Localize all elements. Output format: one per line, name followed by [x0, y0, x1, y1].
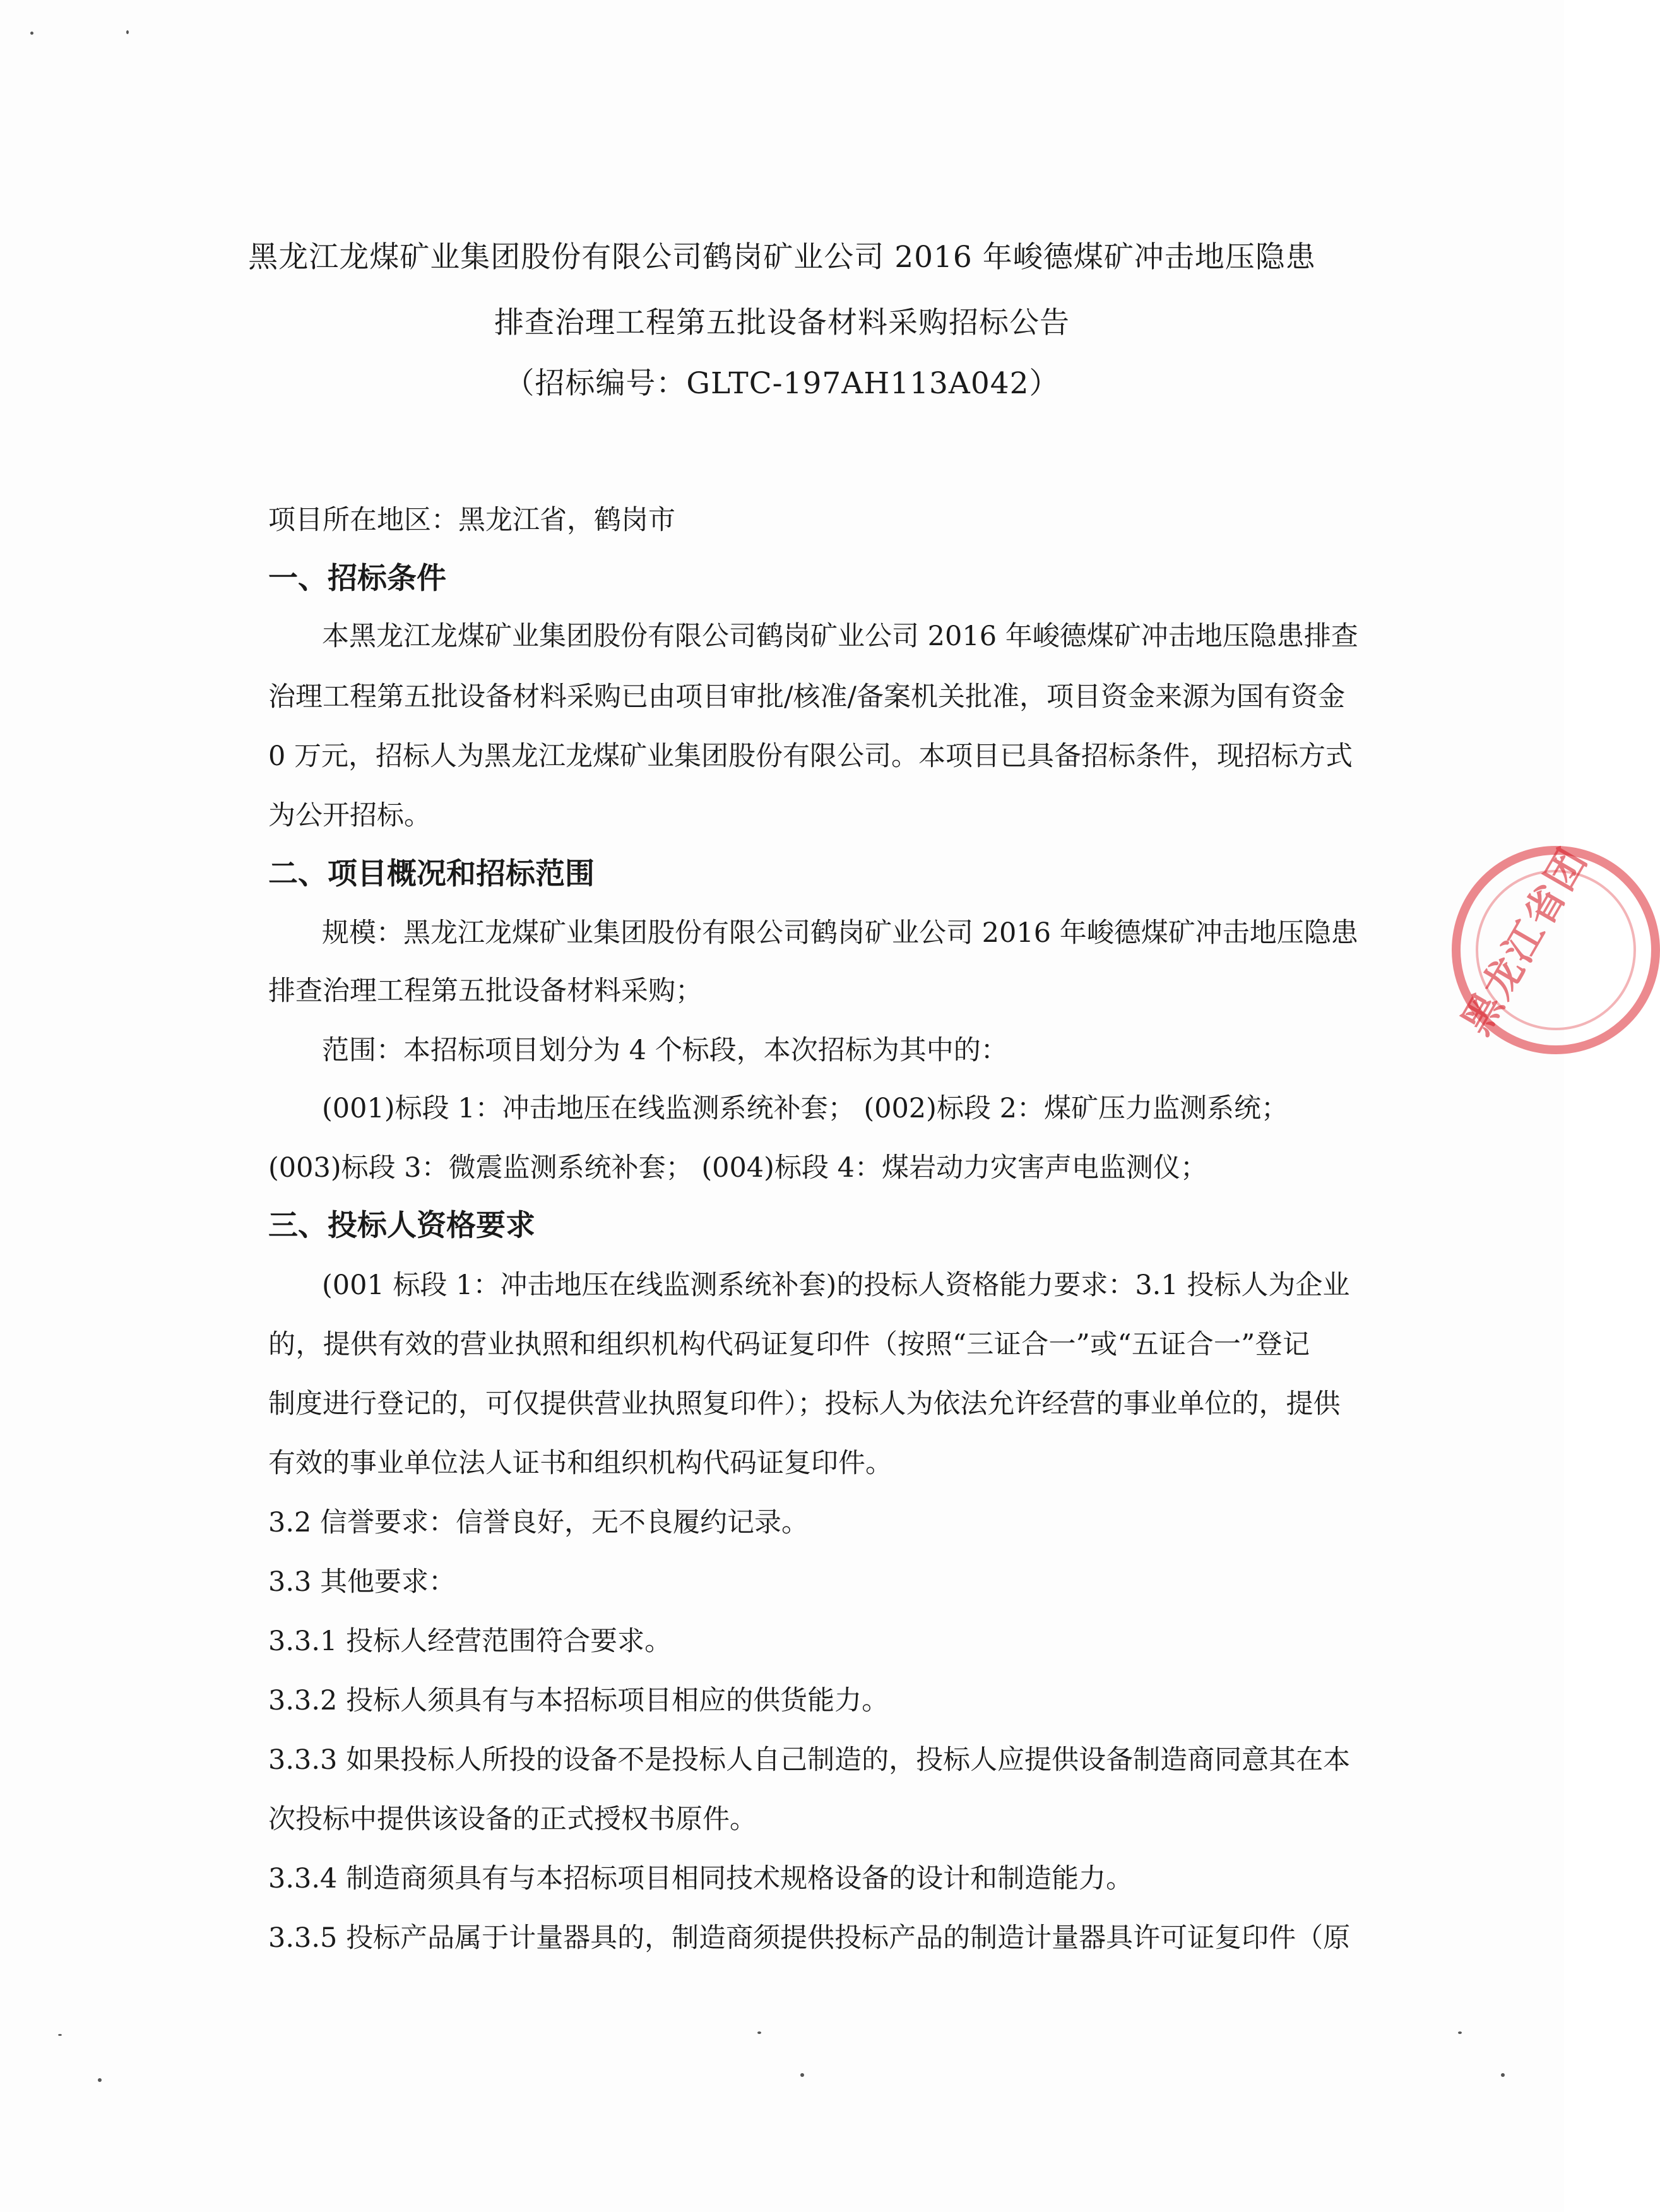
scan-speck [98, 2078, 102, 2082]
scan-speck [58, 2034, 62, 2036]
scan-speck [1501, 2073, 1505, 2077]
paragraph-line: 有效的事业单位法人证书和组织机构代码证复印件。 [268, 1448, 892, 1479]
scale-line-2: 排查治理工程第五批设备材料采购； [268, 975, 703, 1007]
paragraph-line: 为公开招标。 [268, 800, 431, 831]
paragraph-line: 治理工程第五批设备材料采购已由项目审批/核准/备案机关批准，项目资金来源为国有资金 [268, 681, 1345, 713]
lots-line-1: (001)标段 1：冲击地压在线监测系统补套； (002)标段 2：煤矿压力监测系统； [322, 1093, 1288, 1124]
lots-line-2: (003)标段 3：微震监测系统补套； (004)标段 4：煤岩动力灾害声电监测仪； [268, 1152, 1207, 1184]
scan-speck [1458, 2031, 1462, 2034]
scan-speck [126, 30, 129, 34]
requirement-3-3: 3.3 其他要求： [268, 1566, 456, 1598]
scan-speck [800, 2073, 804, 2077]
paragraph-line: 的，提供有效的营业执照和组织机构代码证复印件（按照“三证合一”或“五证合一”登记 [268, 1329, 1310, 1360]
section-heading-1: 一、招标条件 [268, 561, 446, 596]
scope-line: 范围：本招标项目划分为 4 个标段，本次招标为其中的： [322, 1035, 1008, 1066]
requirement-3-2: 3.2 信誉要求：信誉良好，无不良履约记录。 [268, 1507, 809, 1538]
section-heading-3: 三、投标人资格要求 [268, 1208, 535, 1243]
section-heading-2: 二、项目概况和招标范围 [268, 857, 595, 891]
requirement-3-3-5: 3.3.5 投标产品属于计量器具的，制造商须提供投标产品的制造计量器具许可证复印件（原 [268, 1922, 1351, 1954]
scale-line-1: 规模：黑龙江龙煤矿业集团股份有限公司鹤岗矿业公司 2016 年峻德煤矿冲击地压隐患 [322, 917, 1358, 949]
requirement-3-3-2: 3.3.2 投标人须具有与本招标项目相应的供货能力。 [268, 1685, 889, 1716]
requirement-3-3-3: 3.3.3 如果投标人所投的设备不是投标人自己制造的，投标人应提供设备制造商同意其在本 [268, 1744, 1351, 1776]
paragraph-line: 制度进行登记的，可仅提供营业执照复印件）；投标人为依法允许经营的事业单位的，提供 [268, 1388, 1341, 1420]
project-region: 项目所在地区：黑龙江省，鹤岗市 [268, 504, 675, 536]
scan-speck [757, 2031, 761, 2034]
paragraph-line: (001 标段 1：冲击地压在线监测系统补套)的投标人资格能力要求：3.1 投标人为企业 [322, 1270, 1350, 1301]
tender-number: （招标编号：GLTC-197AH113A042） [504, 366, 1060, 401]
title-line-2: 排查治理工程第五批设备材料采购招标公告 [494, 306, 1070, 340]
requirement-3-3-4: 3.3.4 制造商须具有与本招标项目相同技术规格设备的设计和制造能力。 [268, 1863, 1134, 1894]
official-seal-stamp [1452, 838, 1660, 1054]
scan-speck [30, 32, 33, 35]
title-line-1: 黑龙江龙煤矿业集团股份有限公司鹤岗矿业公司 2016 年峻德煤矿冲击地压隐患 [248, 240, 1316, 275]
seal-text: 黑龙江省团 [1452, 838, 1597, 1042]
paragraph-line: 本黑龙江龙煤矿业集团股份有限公司鹤岗矿业公司 2016 年峻德煤矿冲击地压隐患排查 [322, 621, 1358, 652]
requirement-3-3-3-cont: 次投标中提供该设备的正式授权书原件。 [268, 1804, 757, 1835]
paragraph-line: 0 万元，招标人为黑龙江龙煤矿业集团股份有限公司。本项目已具备招标条件，现招标方式 [268, 740, 1353, 772]
requirement-3-3-1: 3.3.1 投标人经营范围符合要求。 [268, 1626, 672, 1657]
